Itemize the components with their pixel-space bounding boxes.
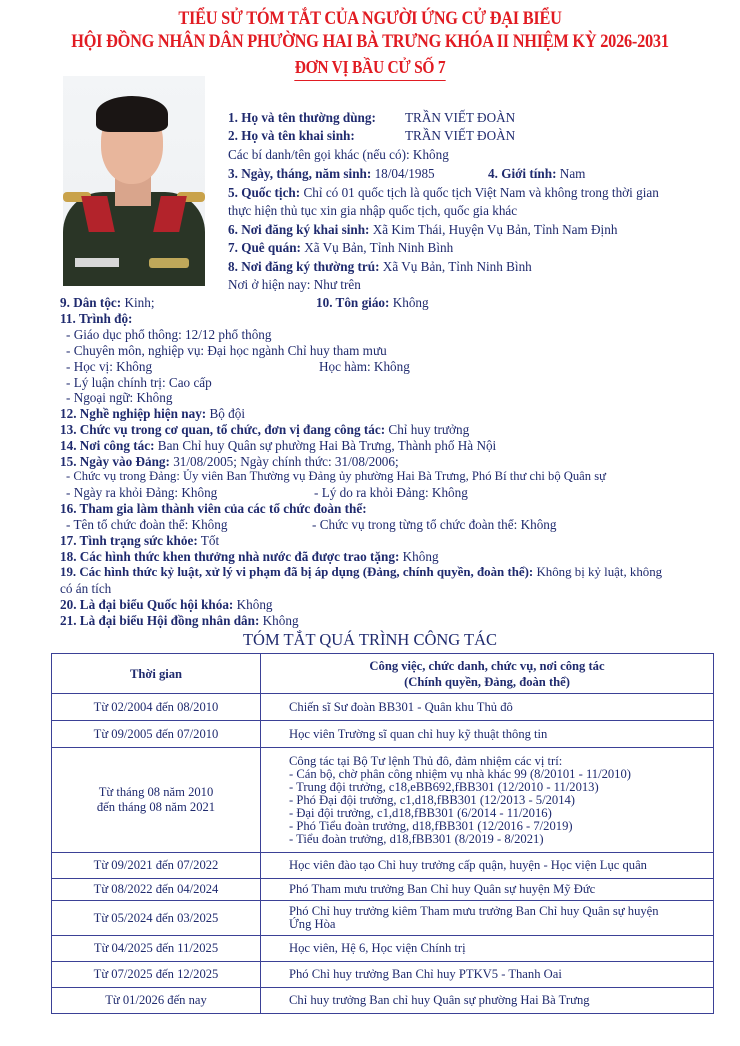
- field-peoples-council: [60, 612, 299, 629]
- row-time-line1: Từ tháng 08 năm 2010: [98, 785, 214, 799]
- document-title-line1: TIỂU SỬ TÓM TẮT CỦA NGƯỜI ỨNG CỬ ĐẠI BIỂU: [178, 8, 562, 29]
- desc-line: - Phó Đại đội trưởng, c1,d18,fBB301 (12/2013 - 5/2014): [289, 792, 575, 807]
- field-value: Không: [233, 597, 273, 612]
- field-label: 9. Dân tộc:: [60, 295, 122, 310]
- field-value: Chỉ có 01 quốc tịch là quốc tịch Việt Nam và không trong thời gian: [300, 185, 659, 200]
- work-history-table: [51, 653, 714, 1014]
- field-edu-major: - Chuyên môn, nghiệp vụ: Đại học ngành Chỉ huy tham mưu: [66, 343, 387, 358]
- row-time: Từ 08/2022 đến 04/2024: [52, 879, 261, 901]
- desc-line: - Phó Tiểu đoàn trưởng, d18,fBB301 (12/2016 - 7/2019): [289, 818, 573, 833]
- field-value: Tốt: [197, 533, 220, 548]
- field-party-leave-reason: - Lý do ra khỏi Đảng: Không: [314, 485, 468, 500]
- field-current-residence: Nơi ở hiện nay: Như trên: [228, 277, 361, 292]
- table-row: [52, 962, 714, 988]
- desc-line: - Trung đội trưởng, c18,eBB692,fBB301 (12/2010 - 11/2013): [289, 779, 599, 794]
- field-label: 12. Nghề nghiệp hiện nay:: [60, 406, 207, 421]
- field-birth-name: [228, 127, 355, 144]
- field-edu-language: - Ngoại ngữ: Không: [66, 390, 173, 405]
- row-description: Học viên Trường sĩ quan chỉ huy kỹ thuật thông tin: [261, 721, 714, 748]
- table-row: [52, 879, 714, 901]
- field-label: 20. Là đại biểu Quốc hội khóa:: [60, 597, 234, 612]
- row-time: Từ 01/2026 đến nay: [52, 988, 261, 1014]
- field-common-name-value: TRẦN VIẾT ĐOÀN: [405, 110, 516, 125]
- field-national-assembly: [60, 596, 273, 613]
- table-row: [52, 988, 714, 1014]
- table-row: [52, 853, 714, 879]
- field-label: 19. Các hình thức kỷ luật, xử lý vi phạm đã bị áp dụng (Đảng, chính quyền, đoàn thể):: [60, 565, 534, 579]
- field-value: Xã Vụ Bản, Tỉnh Ninh Bình: [300, 240, 454, 255]
- desc-line: Phó Chỉ huy trưởng kiêm Tham mưu trưởng Ban Chỉ huy Quân sự huyện: [289, 904, 659, 918]
- field-value: Không: [259, 613, 299, 628]
- field-edu-degree: - Học vị: Không: [66, 359, 153, 374]
- field-label: 15. Ngày vào Đảng:: [60, 454, 170, 469]
- field-org-name: - Tên tổ chức đoàn thể: Không: [66, 517, 228, 532]
- field-label: 13. Chức vụ trong cơ quan, tổ chức, đơn vị đang công tác:: [60, 422, 386, 437]
- table-row: [52, 901, 714, 936]
- table-row: [52, 748, 714, 853]
- field-label: 6. Nơi đăng ký khai sinh:: [228, 222, 370, 237]
- desc-line: Ứng Hòa: [289, 917, 336, 931]
- hair-shape: [96, 96, 168, 132]
- field-value: Xã Vụ Bản, Tỉnh Ninh Bình: [379, 259, 532, 274]
- field-value: Xã Kim Thái, Huyện Vụ Bản, Tỉnh Nam Định: [369, 222, 618, 237]
- desc-line: - Tiểu đoàn trưởng, d18,fBB301 (8/2019 - 8/2021): [289, 831, 544, 846]
- column-header-description: [261, 654, 714, 694]
- chest-badge: [149, 258, 189, 268]
- field-label: 1. Họ và tên thường dùng:: [228, 110, 376, 125]
- row-time: Từ 04/2025 đến 11/2025: [52, 936, 261, 962]
- field-discipline-cont: có án tích: [60, 581, 112, 596]
- field-value: Ban Chỉ huy Quân sự phường Hai Bà Trưng, Thành phố Hà Nội: [154, 438, 497, 453]
- field-workplace: [60, 437, 496, 454]
- field-occupation: [60, 405, 245, 422]
- table-row: [52, 721, 714, 748]
- field-position: [60, 421, 469, 438]
- table-header-row: [52, 654, 714, 694]
- field-organizations: [60, 500, 367, 517]
- name-tag: [75, 258, 119, 267]
- desc-line: Công tác tại Bộ Tư lệnh Thủ đô, đảm nhiệm các vị trí:: [289, 753, 563, 768]
- field-label: 10. Tôn giáo:: [316, 295, 390, 310]
- field-gender: [488, 165, 585, 182]
- row-description: Chiến sĩ Sư đoàn BB301 - Quân khu Thủ đô: [261, 694, 714, 721]
- field-label: 11. Trình độ:: [60, 311, 133, 326]
- field-value: Không: [399, 549, 439, 564]
- field-label: 21. Là đại biểu Hội đồng nhân dân:: [60, 613, 260, 628]
- row-time: Từ 05/2024 đến 03/2025: [52, 901, 261, 936]
- field-value: Bộ đội: [206, 406, 246, 421]
- column-header-line2: (Chính quyền, Đảng, đoàn thể): [404, 674, 570, 689]
- field-label: 18. Các hình thức khen thưởng nhà nước đã được trao tặng:: [60, 549, 400, 564]
- field-hometown: [228, 239, 453, 256]
- field-edu-general: - Giáo dục phổ thông: 12/12 phổ thông: [66, 327, 272, 342]
- row-description: [261, 901, 714, 936]
- row-time: Từ 07/2025 đến 12/2025: [52, 962, 261, 988]
- desc-line: - Đại đội trưởng, c1,d18,fBB301 (6/2014 - 11/2016): [289, 805, 552, 820]
- column-header-time: Thời gian: [52, 654, 261, 694]
- row-time-line2: đến tháng 08 năm 2021: [96, 800, 216, 814]
- row-time: Từ 09/2021 đến 07/2022: [52, 853, 261, 879]
- field-value: 18/04/1985: [371, 166, 435, 181]
- field-health: [60, 532, 219, 549]
- field-discipline: [60, 564, 662, 581]
- field-label: 3. Ngày, tháng, năm sinh:: [228, 166, 372, 181]
- candidate-photo: [63, 76, 205, 286]
- field-value: Nam: [556, 166, 586, 181]
- field-label: 17. Tình trạng sức khỏe:: [60, 533, 198, 548]
- field-nationality: [228, 184, 659, 201]
- field-edu-political: - Lý luận chính trị: Cao cấp: [66, 375, 212, 390]
- row-time: Từ 02/2004 đến 08/2010: [52, 694, 261, 721]
- field-education-heading: [60, 310, 132, 327]
- row-time: Từ 09/2005 đến 07/2010: [52, 721, 261, 748]
- field-religion: [316, 294, 429, 311]
- field-label: 5. Quốc tịch:: [228, 185, 301, 200]
- field-value: Không: [389, 295, 429, 310]
- field-permanent-residence: [228, 258, 532, 275]
- field-label: 2. Họ và tên khai sinh:: [228, 128, 355, 143]
- row-description: Học viên, Hệ 6, Học viện Chính trị: [261, 936, 714, 962]
- document-title-line2: HỘI ĐỒNG NHÂN DÂN PHƯỜNG HAI BÀ TRƯNG KHÓA II NHIỆM KỲ 2026-2031: [71, 31, 669, 52]
- field-nationality-cont: thực hiện thủ tục xin gia nhập quốc tịch, quốc gia khác: [228, 203, 518, 218]
- field-value: 31/08/2005; Ngày chính thức: 31/08/2006;: [169, 454, 399, 469]
- field-value: Kinh;: [121, 295, 155, 310]
- work-history-title: TÓM TẮT QUÁ TRÌNH CÔNG TÁC: [242, 630, 498, 649]
- field-label: 8. Nơi đăng ký thường trú:: [228, 259, 380, 274]
- field-birthdate: [228, 165, 435, 182]
- row-description: [261, 748, 714, 853]
- field-org-position: - Chức vụ trong từng tổ chức đoàn thể: Không: [312, 517, 557, 532]
- field-common-name: [228, 109, 376, 126]
- row-time: [52, 748, 261, 853]
- field-alias: Các bí danh/tên gọi khác (nếu có): Không: [228, 147, 449, 162]
- field-label: 7. Quê quán:: [228, 240, 301, 255]
- field-edu-rank: Học hàm: Không: [319, 359, 410, 374]
- row-description: Phó Chỉ huy trưởng Ban Chỉ huy PTKV5 - Thanh Oai: [261, 962, 714, 988]
- column-header-line1: Công việc, chức danh, chức vụ, nơi công tác: [369, 658, 605, 673]
- row-description: Phó Tham mưu trưởng Ban Chỉ huy Quân sự huyện Mỹ Đức: [261, 879, 714, 901]
- desc-line: - Cán bộ, chờ phân công nhiệm vụ nhà khác 99 (8/20101 - 11/2010): [289, 766, 631, 781]
- row-description: Học viên đào tạo Chỉ huy trưởng cấp quận, huyện - Học viện Lục quân: [261, 853, 714, 879]
- field-value: Không bị kỷ luật, không: [533, 565, 663, 579]
- field-party-leave-date: - Ngày ra khỏi Đảng: Không: [66, 485, 218, 500]
- field-ethnicity: [60, 294, 155, 311]
- table-row: [52, 936, 714, 962]
- field-birth-registration: [228, 221, 617, 238]
- row-description: Chỉ huy trưởng Ban chỉ huy Quân sự phường Hai Bà Trưng: [261, 988, 714, 1014]
- field-label: 16. Tham gia làm thành viên của các tổ chức đoàn thể:: [60, 501, 367, 516]
- field-birth-name-value: TRẦN VIẾT ĐOÀN: [405, 128, 516, 143]
- field-awards: [60, 548, 439, 565]
- electoral-unit-text: ĐƠN VỊ BẦU CỬ SỐ 7: [295, 56, 446, 81]
- field-party-position: - Chức vụ trong Đảng: Ủy viên Ban Thường vụ Đảng ủy phường Hai Bà Trưng, Phó Bí thư chi bộ Quân sự: [66, 469, 606, 483]
- field-value: Chỉ huy trưởng: [385, 422, 470, 437]
- field-label: 14. Nơi công tác:: [60, 438, 155, 453]
- table-row: [52, 694, 714, 721]
- field-label: 4. Giới tính:: [488, 166, 557, 181]
